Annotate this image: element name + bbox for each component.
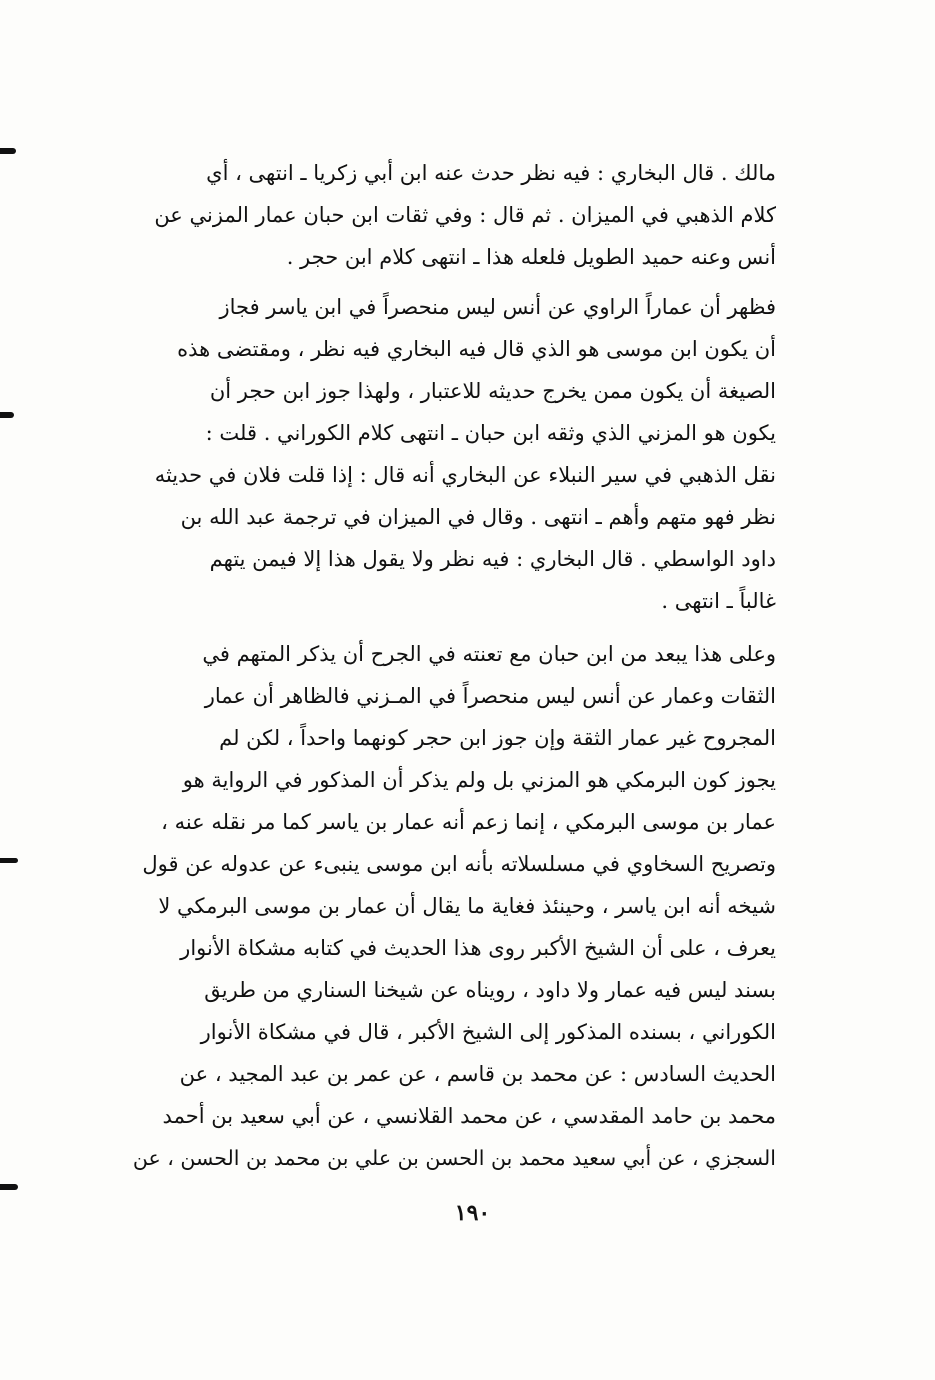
text-line: الحديث السادس : عن محمد بن قاسم ، عن عمر بن عبد المجيد ، عن [179, 1062, 776, 1086]
text-line: يعرف ، على أن الشيخ الأكبر روى هذا الحديث في كتابه مشكاة الأنوار [180, 936, 776, 960]
text-line: الكوراني ، بسنده المذكور إلى الشيخ الأكبر ، قال في مشكاة الأنوار [200, 1020, 776, 1044]
text-line: يجوز كون البرمكي هو المزني بل ولم يذكر أن المذكور في الرواية هو [182, 768, 776, 792]
margin-mark [0, 1184, 18, 1190]
text-line: نقل الذهبي في سير النبلاء عن البخاري أنه قال : إذا قلت فلان في حديثه [154, 463, 776, 487]
text-line: فظهر أن عماراً الراوي عن أنس ليس منحصراً في ابن ياسر فجاز [219, 295, 776, 319]
paragraph-3 [128, 633, 776, 1179]
text-line: نظر فهو متهم وأهم ـ انتهى . وقال في الميزان في ترجمة عبد الله بن [180, 505, 776, 529]
text-line: السجزي ، عن أبي سعيد محمد بن الحسن بن علي بن محمد بن الحسن ، عن [132, 1146, 776, 1170]
text-line: بسند ليس فيه عمار ولا داود ، رويناه عن شيخنا السناري من طريق [204, 978, 776, 1002]
paragraph-1 [128, 152, 776, 278]
text-line: محمد بن حامد المقدسي ، عن محمد القلانسي ، عن أبي سعيد بن أحمد [162, 1104, 776, 1128]
text-line: المجروح غير عمار الثقة وإن جوز ابن حجر كونهما واحداً ، لكن لم [219, 726, 776, 750]
text-line: كلام الذهبي في الميزان . ثم قال : وفي ثقات ابن حبان عمار المزني عن [154, 203, 776, 227]
margin-mark [0, 412, 14, 418]
text-line: داود الواسطي . قال البخاري : فيه نظر ولا يقول هذا إلا فيمن يتهم [209, 547, 776, 571]
margin-mark [0, 858, 18, 863]
page-number: ١٩٠ [454, 1200, 491, 1226]
text-line: شيخه أنه ابن ياسر ، وحينئذ فغاية ما يقال أن عمار بن موسى البرمكي لا [158, 894, 776, 918]
margin-mark [0, 148, 16, 154]
text-line: مالك . قال البخاري : فيه نظر حدث عنه ابن أبي زكريا ـ انتهى ، أي [206, 161, 776, 185]
text-line: الصيغة أن يكون ممن يخرج حديثه للاعتبار ، ولهذا جوز ابن حجر أن [209, 379, 776, 403]
text-line: عمار بن موسى البرمكي ، إنما زعم أنه عمار بن ياسر كما مر نقله عنه ، [161, 810, 776, 834]
text-line: أنس وعنه حميد الطويل فلعله هذا ـ انتهى كلام ابن حجر . [286, 245, 776, 269]
text-line: يكون هو المزني الذي وثقه ابن حبان ـ انتهى كلام الكوراني . قلت : [205, 421, 776, 445]
text-line: وعلى هذا يبعد من ابن حبان مع تعنته في الجرح أن يذكر المتهم في [202, 642, 776, 666]
text-line: غالباً ـ انتهى . [661, 589, 776, 613]
paragraph-2 [128, 286, 776, 622]
text-line: وتصريح السخاوي في مسلسلاته بأنه ابن موسى ينبىء عن عدوله عن قول [142, 852, 776, 876]
text-line: أن يكون ابن موسى هو الذي قال فيه البخاري فيه نظر ، ومقتضى هذه [177, 337, 776, 361]
text-line: الثقات وعمار عن أنس ليس منحصراً في المـزني فالظاهر أن عمار [204, 684, 776, 708]
